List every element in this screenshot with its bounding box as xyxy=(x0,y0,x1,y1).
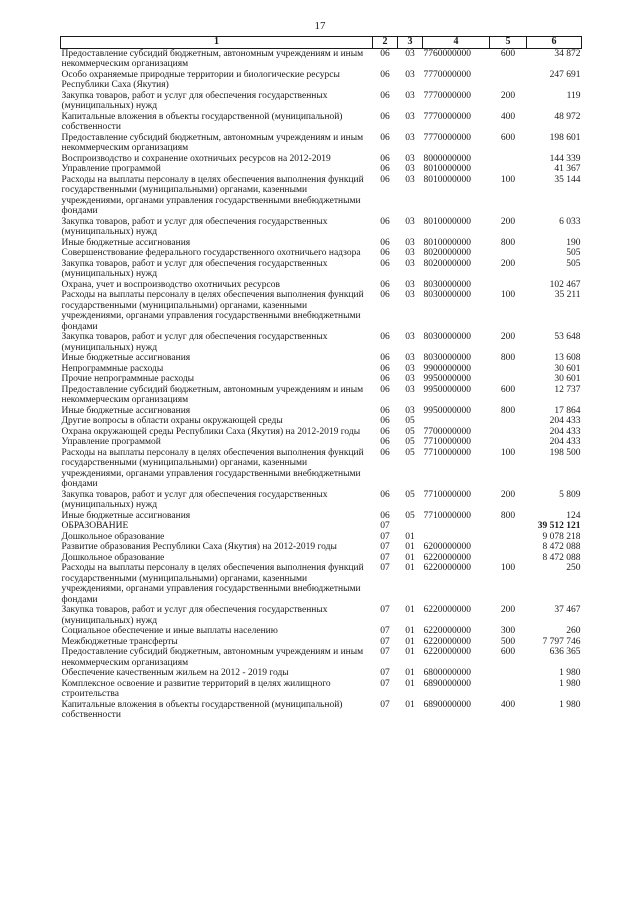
row-subsection: 03 xyxy=(405,248,415,258)
row-amount: 190 xyxy=(566,237,581,248)
row-section: 06 xyxy=(380,437,390,447)
table-row xyxy=(61,700,582,721)
row-amount: 41 367 xyxy=(554,164,581,174)
table-row xyxy=(61,521,582,532)
row-subsection: 01 xyxy=(405,636,415,647)
row-subsection: 03 xyxy=(405,164,415,174)
row-section: 06 xyxy=(380,132,390,143)
row-amount: 5 809 xyxy=(559,489,581,500)
row-target-article: 8010000000 xyxy=(423,174,471,185)
row-expense-type: 200 xyxy=(500,605,516,615)
row-subsection: 03 xyxy=(405,353,415,363)
row-name: Развитие образования Республики Саха (Якутия) на 2012-2019 годы xyxy=(61,542,337,552)
row-subsection: 01 xyxy=(405,647,415,657)
row-name: Закупка товаров, работ и услуг для обеспечения государственных (муниципальных) нужд xyxy=(61,90,328,111)
row-subsection: 01 xyxy=(405,668,415,678)
row-target-article: 8020000000 xyxy=(423,248,471,258)
table-row xyxy=(61,406,582,417)
row-section: 07 xyxy=(380,552,390,563)
row-section: 07 xyxy=(380,626,390,636)
row-subsection: 05 xyxy=(405,416,415,426)
row-subsection: 03 xyxy=(405,111,415,122)
row-name: Охрана окружающей среды Республики Саха (Якутия) на 2012-2019 годы xyxy=(61,426,361,437)
row-expense-type: 600 xyxy=(500,132,516,143)
row-subsection: 03 xyxy=(405,153,415,164)
row-expense-type: 800 xyxy=(500,353,516,363)
row-target-article: 8030000000 xyxy=(423,332,471,342)
row-target-article: 6220000000 xyxy=(423,605,471,615)
row-target-article: 6800000000 xyxy=(423,668,471,678)
row-name: Закупка товаров, работ и услуг для обеспечения государственных (муниципальных) нужд xyxy=(61,489,328,510)
table-row xyxy=(61,91,582,112)
header-col-3: 3 xyxy=(398,37,423,49)
row-target-article: 7770000000 xyxy=(423,69,471,80)
row-section: 06 xyxy=(380,216,390,227)
row-name: Дошкольное образование xyxy=(61,552,165,563)
row-subsection xyxy=(398,521,423,532)
row-expense-type: 600 xyxy=(500,384,516,395)
row-name: Предоставление субсидий бюджетным, автономным учреждениям и иным некоммерческим организациям xyxy=(61,48,364,69)
row-expense-type xyxy=(490,374,527,385)
row-target-article: 7770000000 xyxy=(423,90,471,101)
row-target-article: 9950000000 xyxy=(423,405,471,416)
row-name: Охрана, учет и воспроизводство охотничьих ресурсов xyxy=(61,279,280,290)
table-row xyxy=(61,553,582,564)
row-amount: 39 512 121 xyxy=(537,521,581,531)
row-name: Управление программой xyxy=(61,437,161,447)
row-name: Прочие непрограммные расходы xyxy=(61,374,195,384)
header-col-5: 5 xyxy=(490,37,527,49)
row-amount: 1 980 xyxy=(559,668,581,678)
row-name: Обеспечение качественным жильем на 2012 - 2019 годы xyxy=(61,668,289,678)
header-col-6: 6 xyxy=(527,37,582,49)
row-name: Расходы на выплаты персоналу в целях обеспечения выполнения функций государственными (муниципальными) органами, казенными учреждениями, органами управления государственными внебюджетными фондами xyxy=(61,290,364,332)
page-number: 17 xyxy=(314,20,326,32)
row-section: 06 xyxy=(380,174,390,185)
row-amount: 144 339 xyxy=(549,153,581,164)
row-subsection: 01 xyxy=(405,563,415,573)
row-section: 06 xyxy=(380,447,390,458)
row-section: 06 xyxy=(380,374,390,384)
row-name: Дошкольное образование xyxy=(61,531,165,542)
table-row xyxy=(61,427,582,438)
row-section: 07 xyxy=(380,699,390,710)
row-target-article: 7710000000 xyxy=(423,510,471,521)
row-subsection: 03 xyxy=(405,290,415,300)
row-name: Расходы на выплаты персоналу в целях обеспечения выполнения функций государственными (муниципальными) органами, казенными учреждениями, органами управления государственными внебюджетными фондами xyxy=(61,563,364,605)
row-target-article: 7710000000 xyxy=(423,489,471,500)
row-subsection: 01 xyxy=(405,552,415,563)
row-expense-type xyxy=(490,248,527,259)
row-expense-type: 800 xyxy=(500,405,516,416)
row-name: Предоставление субсидий бюджетным, автономным учреждениям и иным некоммерческим организациям xyxy=(61,132,364,153)
row-amount: 1 980 xyxy=(559,678,581,689)
row-target-article: 6220000000 xyxy=(423,636,471,647)
table-row xyxy=(61,259,582,280)
row-expense-type: 200 xyxy=(500,332,516,342)
row-section: 07 xyxy=(380,542,390,552)
row-expense-type: 200 xyxy=(500,489,516,500)
row-expense-type xyxy=(490,70,527,91)
row-amount: 12 737 xyxy=(554,384,581,395)
row-target-article xyxy=(423,521,490,532)
row-target-article: 6890000000 xyxy=(423,699,471,710)
row-name: Расходы на выплаты персоналу в целях обеспечения выполнения функций государственными (муниципальными) органами, казенными учреждениями, органами управления государственными внебюджетными фондами xyxy=(61,447,364,489)
table-row xyxy=(61,133,582,154)
table-row xyxy=(61,374,582,385)
row-target-article: 9950000000 xyxy=(423,384,471,395)
row-name: Закупка товаров, работ и услуг для обеспечения государственных (муниципальных) нужд xyxy=(61,216,328,237)
row-amount: 30 601 xyxy=(554,363,581,374)
row-amount: 198 601 xyxy=(549,132,581,143)
row-expense-type: 100 xyxy=(500,290,516,300)
row-name: Управление программой xyxy=(61,164,161,174)
row-amount: 7 797 746 xyxy=(542,636,581,647)
row-target-article: 8010000000 xyxy=(423,237,471,248)
row-amount: 636 365 xyxy=(549,647,581,657)
table-row xyxy=(61,668,582,679)
row-section: 06 xyxy=(380,353,390,363)
row-target-article: 8030000000 xyxy=(423,279,471,290)
row-amount: 198 500 xyxy=(549,447,581,458)
row-expense-type: 800 xyxy=(500,510,516,521)
row-expense-type: 400 xyxy=(500,111,516,122)
row-section: 06 xyxy=(380,237,390,248)
row-name: Иные бюджетные ассигнования xyxy=(61,510,191,521)
table-body xyxy=(61,48,582,721)
row-section: 07 xyxy=(380,668,390,678)
row-expense-type xyxy=(490,532,527,543)
row-subsection: 03 xyxy=(405,48,415,59)
row-expense-type xyxy=(490,164,527,175)
row-subsection: 03 xyxy=(405,363,415,374)
row-section: 06 xyxy=(380,111,390,122)
row-expense-type xyxy=(490,437,527,448)
row-amount: 247 691 xyxy=(549,69,581,80)
row-target-article: 8020000000 xyxy=(423,258,471,269)
table-row xyxy=(61,511,582,522)
row-subsection: 03 xyxy=(405,237,415,248)
row-amount: 119 xyxy=(566,90,581,101)
row-expense-type: 100 xyxy=(500,563,516,573)
row-section: 07 xyxy=(380,647,390,657)
row-subsection: 01 xyxy=(405,605,415,615)
row-target-article: 8030000000 xyxy=(423,290,471,300)
row-target-article: 6890000000 xyxy=(423,678,471,689)
table-row xyxy=(61,248,582,259)
row-expense-type xyxy=(490,416,527,427)
row-section: 07 xyxy=(380,605,390,615)
row-name: Другие вопросы в области охраны окружающей среды xyxy=(61,416,283,426)
row-name: Совершенствование федерального государственного охотничьего надзора xyxy=(61,248,361,258)
row-target-article xyxy=(423,532,490,543)
table-row xyxy=(61,290,582,332)
table-row xyxy=(61,70,582,91)
row-section: 06 xyxy=(380,489,390,500)
row-expense-type: 600 xyxy=(500,647,516,657)
row-amount: 204 433 xyxy=(549,437,581,447)
table-row xyxy=(61,164,582,175)
row-section: 06 xyxy=(380,510,390,521)
row-amount: 35 211 xyxy=(554,290,581,300)
row-subsection: 01 xyxy=(405,699,415,710)
table-row xyxy=(61,416,582,427)
row-name: Закупка товаров, работ и услуг для обеспечения государственных (муниципальных) нужд xyxy=(61,258,328,279)
row-name: Иные бюджетные ассигнования xyxy=(61,353,191,363)
row-section: 06 xyxy=(380,279,390,290)
header-col-1: 1 xyxy=(61,37,373,49)
table-row xyxy=(61,542,582,553)
row-expense-type: 200 xyxy=(500,216,516,227)
row-expense-type xyxy=(490,154,527,165)
table-row xyxy=(61,437,582,448)
row-target-article: 8000000000 xyxy=(423,153,471,164)
row-amount: 53 648 xyxy=(554,332,581,342)
row-subsection: 03 xyxy=(405,374,415,384)
row-expense-type xyxy=(490,427,527,438)
row-expense-type xyxy=(490,542,527,553)
row-amount: 48 972 xyxy=(554,111,581,122)
table-row xyxy=(61,280,582,291)
row-subsection: 01 xyxy=(405,626,415,636)
row-amount: 8 472 088 xyxy=(542,542,581,552)
table-row xyxy=(61,238,582,249)
row-expense-type xyxy=(490,679,527,700)
row-expense-type xyxy=(490,668,527,679)
row-amount: 505 xyxy=(566,258,581,269)
row-name: Капитальные вложения в объекты государственной (муниципальной) собственности xyxy=(61,699,343,720)
row-subsection: 03 xyxy=(405,90,415,101)
row-subsection: 03 xyxy=(405,279,415,290)
row-amount: 35 144 xyxy=(554,174,581,185)
table-row xyxy=(61,490,582,511)
row-expense-type: 100 xyxy=(500,174,516,185)
row-name: Социальное обеспечение и иные выплаты населению xyxy=(61,626,278,636)
row-target-article: 7700000000 xyxy=(423,426,471,437)
row-target-article: 6220000000 xyxy=(423,552,471,563)
row-amount: 34 872 xyxy=(554,48,581,59)
row-subsection: 05 xyxy=(405,426,415,437)
row-name: Иные бюджетные ассигнования xyxy=(61,405,191,416)
row-expense-type xyxy=(490,553,527,564)
row-name: ОБРАЗОВАНИЕ xyxy=(61,521,129,531)
row-section: 06 xyxy=(380,48,390,59)
row-amount: 1 980 xyxy=(559,699,581,710)
row-expense-type: 200 xyxy=(500,90,516,101)
row-name: Предоставление субсидий бюджетным, автономным учреждениям и иным некоммерческим организациям xyxy=(61,647,364,668)
row-expense-type: 200 xyxy=(500,258,516,269)
row-target-article: 7710000000 xyxy=(423,447,471,458)
row-section: 06 xyxy=(380,69,390,80)
row-section: 07 xyxy=(380,521,390,531)
row-section: 06 xyxy=(380,290,390,300)
row-amount: 505 xyxy=(566,248,581,258)
row-target-article: 6220000000 xyxy=(423,647,471,657)
table-row xyxy=(61,175,582,217)
row-subsection: 01 xyxy=(405,531,415,542)
table-row xyxy=(61,532,582,543)
row-section: 07 xyxy=(380,636,390,647)
row-section: 06 xyxy=(380,90,390,101)
row-amount: 9 078 218 xyxy=(542,531,581,542)
header-col-4: 4 xyxy=(423,37,490,49)
row-section: 06 xyxy=(380,426,390,437)
row-expense-type: 800 xyxy=(500,237,516,248)
row-target-article: 6220000000 xyxy=(423,563,471,573)
row-amount: 37 467 xyxy=(554,605,581,615)
row-name: Расходы на выплаты персоналу в целях обеспечения выполнения функций государственными (муниципальными) органами, казенными учреждениями, органами управления государственными внебюджетными фондами xyxy=(61,174,364,216)
row-name: Закупка товаров, работ и услуг для обеспечения государственных (муниципальных) нужд xyxy=(61,332,328,353)
row-amount: 204 433 xyxy=(549,426,581,437)
row-expense-type: 100 xyxy=(500,447,516,458)
row-section: 06 xyxy=(380,384,390,395)
row-amount: 124 xyxy=(566,510,581,521)
table-row xyxy=(61,679,582,700)
table-row xyxy=(61,647,582,668)
row-subsection: 03 xyxy=(405,258,415,269)
table-row xyxy=(61,626,582,637)
row-name: Капитальные вложения в объекты государственной (муниципальной) собственности xyxy=(61,111,343,132)
row-subsection: 05 xyxy=(405,447,415,458)
budget-table xyxy=(60,36,582,721)
row-target-article: 8010000000 xyxy=(423,164,471,174)
row-section: 06 xyxy=(380,258,390,269)
table-row xyxy=(61,563,582,605)
row-name: Непрограммные расходы xyxy=(61,363,164,374)
row-amount: 30 601 xyxy=(554,374,581,384)
row-subsection: 03 xyxy=(405,132,415,143)
row-amount: 8 472 088 xyxy=(542,552,581,563)
table-row xyxy=(61,385,582,406)
table-row xyxy=(61,217,582,238)
row-section: 06 xyxy=(380,416,390,426)
row-subsection: 01 xyxy=(405,542,415,552)
table-row xyxy=(61,364,582,375)
row-subsection: 03 xyxy=(405,216,415,227)
row-name: Иные бюджетные ассигнования xyxy=(61,237,191,248)
row-amount: 250 xyxy=(566,563,581,573)
row-amount: 6 033 xyxy=(559,216,581,227)
row-target-article: 9950000000 xyxy=(423,374,471,384)
table-row xyxy=(61,605,582,626)
row-amount: 13 608 xyxy=(554,353,581,363)
table-row xyxy=(61,448,582,490)
row-amount: 204 433 xyxy=(549,416,581,426)
row-expense-type xyxy=(490,280,527,291)
header-col-2: 2 xyxy=(373,37,398,49)
row-target-article: 7770000000 xyxy=(423,111,471,122)
row-target-article: 7710000000 xyxy=(423,437,471,447)
row-name: Комплексное освоение и развитие территорий в целях жилищного строительства xyxy=(61,678,331,699)
row-amount: 17 864 xyxy=(554,405,581,416)
header-row xyxy=(61,37,582,49)
row-target-article: 7760000000 xyxy=(423,48,471,59)
row-name: Межбюджетные трансферты xyxy=(61,636,178,647)
row-subsection: 03 xyxy=(405,405,415,416)
row-target-article: 7770000000 xyxy=(423,132,471,143)
table-row xyxy=(61,332,582,353)
row-name: Воспроизводство и сохранение охотничьих ресурсов на 2012-2019 xyxy=(61,153,331,164)
row-section: 06 xyxy=(380,164,390,174)
row-subsection: 03 xyxy=(405,332,415,342)
row-subsection: 03 xyxy=(405,384,415,395)
table-row xyxy=(61,154,582,165)
row-subsection: 05 xyxy=(405,489,415,500)
row-target-article: 9900000000 xyxy=(423,363,471,374)
row-expense-type: 400 xyxy=(500,699,516,710)
row-section: 06 xyxy=(380,153,390,164)
row-subsection: 05 xyxy=(405,510,415,521)
row-section: 07 xyxy=(380,678,390,689)
row-section: 06 xyxy=(380,248,390,258)
row-name: Особо охраняемые природные территории и биологические ресурсы Республики Саха (Якутия) xyxy=(61,69,340,90)
row-name: Предоставление субсидий бюджетным, автономным учреждениям и иным некоммерческим организациям xyxy=(61,384,364,405)
row-subsection: 01 xyxy=(405,678,415,689)
row-target-article xyxy=(423,416,490,427)
row-target-article: 6200000000 xyxy=(423,542,471,552)
row-section: 07 xyxy=(380,563,390,573)
table-row xyxy=(61,353,582,364)
table-row xyxy=(61,112,582,133)
row-section: 06 xyxy=(380,405,390,416)
row-subsection: 05 xyxy=(405,437,415,447)
row-target-article: 8030000000 xyxy=(423,353,471,363)
row-subsection: 03 xyxy=(405,174,415,185)
row-expense-type xyxy=(490,521,527,532)
row-section: 06 xyxy=(380,363,390,374)
row-amount: 260 xyxy=(566,626,581,636)
row-expense-type: 600 xyxy=(500,48,516,59)
row-expense-type: 300 xyxy=(500,626,516,636)
row-expense-type xyxy=(490,364,527,375)
row-expense-type: 500 xyxy=(500,636,516,647)
row-section: 07 xyxy=(380,531,390,542)
row-section: 06 xyxy=(380,332,390,342)
row-name: Закупка товаров, работ и услуг для обеспечения государственных (муниципальных) нужд xyxy=(61,605,328,626)
row-amount: 102 467 xyxy=(549,279,581,290)
row-target-article: 6220000000 xyxy=(423,626,471,636)
row-target-article: 8010000000 xyxy=(423,216,471,227)
row-subsection: 03 xyxy=(405,69,415,80)
table-row xyxy=(61,637,582,648)
table-row xyxy=(61,48,582,70)
